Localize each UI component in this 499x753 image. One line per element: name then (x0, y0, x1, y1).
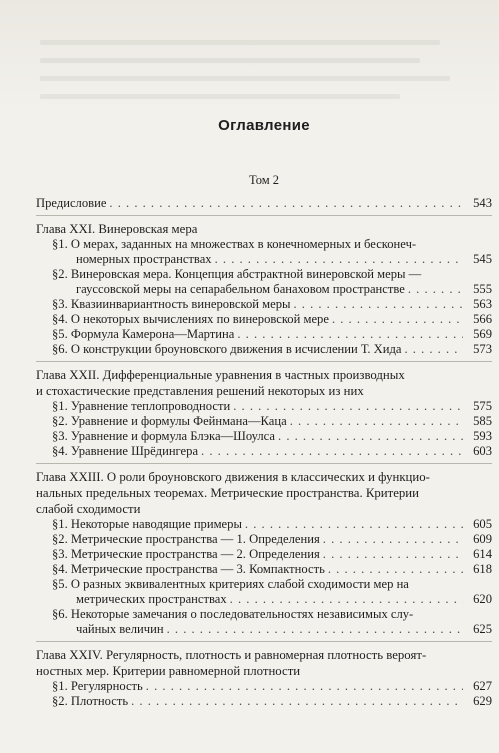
section-line (52, 562, 492, 577)
volume-label: Том 2 (249, 173, 279, 187)
section-line (52, 517, 492, 532)
section-entry[interactable] (36, 267, 492, 297)
entry-page: 585 (473, 414, 492, 428)
entry-page: 543 (473, 196, 492, 210)
section-line (52, 547, 492, 562)
entry-page: 618 (473, 562, 492, 576)
section-line: §2. Винеровская мера. Концепция абстрактной винеровской меры — (52, 267, 422, 281)
leader-dots (278, 429, 463, 444)
chapter-heading[interactable] (36, 221, 492, 237)
section-entry[interactable] (36, 297, 492, 312)
leader-dots (290, 414, 463, 429)
entry-text: §4. Уравнение Шрёдингера (52, 444, 199, 458)
divider (36, 641, 492, 642)
section-line: §6. Некоторые замечания о последовательностях независимых слу- (52, 607, 414, 621)
section-entry[interactable] (36, 342, 492, 357)
entry-text: §4. Метрические пространства — 3. Компактность (52, 562, 325, 576)
section-line (52, 327, 492, 342)
entry-text: §2. Метрические пространства — 1. Определения (52, 532, 320, 546)
divider (36, 361, 492, 362)
leader-dots (230, 592, 463, 607)
section-line (52, 312, 492, 327)
entry-page: 605 (473, 517, 492, 531)
leader-dots (237, 327, 463, 342)
leader-dots (233, 399, 463, 414)
section-entry[interactable] (36, 429, 492, 444)
section-line (52, 694, 492, 709)
leader-dots (293, 297, 463, 312)
toc-page (36, 0, 492, 753)
section-entry[interactable] (36, 399, 492, 414)
entry-text: §3. Квазиинвариантность винеровской меры (52, 297, 291, 311)
entry-text: §3. Уравнение и формула Блэка—Шоулса (52, 429, 276, 443)
section-entry[interactable] (36, 237, 492, 267)
entry-text: §3. Метрические пространства — 2. Определения (52, 547, 320, 561)
entry-page: 609 (473, 532, 492, 546)
section-entry[interactable] (36, 327, 492, 342)
section-entry[interactable] (36, 532, 492, 547)
chapter-heading[interactable] (36, 647, 492, 679)
entry-text: §2. Плотность (52, 694, 129, 708)
entry-text: §1. Регулярность (52, 679, 143, 693)
chapter-heading[interactable] (36, 367, 492, 399)
entry-text: метрических пространствах (76, 592, 227, 606)
section-line (52, 297, 492, 312)
entry-text: §1. Некоторые наводящие примеры (52, 517, 242, 531)
section-entry[interactable] (36, 607, 492, 637)
section-line (52, 622, 492, 637)
section-line (52, 429, 492, 444)
section-line: §5. О разных эквивалентных критериях слабой сходимости мер на (52, 577, 409, 591)
section-line (52, 444, 492, 459)
leader-dots (408, 282, 463, 297)
divider (36, 215, 492, 216)
chapter-heading-line: нальных предельных теоремах. Метрические пространства. Критерии (36, 486, 419, 500)
section-line (52, 282, 492, 297)
toc-entries (36, 196, 492, 709)
section-entry[interactable] (36, 414, 492, 429)
page-title: Оглавление (218, 117, 310, 134)
chapter-block (36, 367, 492, 459)
section-entry[interactable] (36, 547, 492, 562)
leader-dots (323, 547, 463, 562)
leader-dots (332, 312, 463, 327)
entry-page: 603 (473, 444, 492, 458)
leader-dots (201, 444, 463, 459)
entry-text: Предисловие (36, 196, 107, 210)
chapter-heading-line: Глава XXI. Винеровская мера (36, 222, 198, 236)
section-line (52, 399, 492, 414)
entry-text: §6. О конструкции броуновского движения в исчислении Т. Хида (52, 342, 402, 356)
section-entry[interactable] (36, 444, 492, 459)
section-entry[interactable] (36, 577, 492, 607)
entry-page: 625 (473, 622, 492, 636)
chapter-heading-line: слабой сходимости (36, 502, 141, 516)
section-line (52, 592, 492, 607)
leader-dots (167, 622, 463, 637)
entry-page: 573 (473, 342, 492, 356)
leader-dots (146, 679, 463, 694)
section-entry[interactable] (36, 694, 492, 709)
section-entry[interactable] (36, 679, 492, 694)
entry-page: 569 (473, 327, 492, 341)
chapter-heading-line: Глава XXII. Дифференциальные уравнения в частных производных (36, 368, 405, 382)
chapter-heading-line: Глава XXIV. Регулярность, плотность и равномерная плотность вероят- (36, 648, 427, 662)
leader-dots (109, 196, 463, 211)
toc-entry-preface[interactable] (36, 196, 492, 211)
chapter-block (36, 469, 492, 637)
entry-page: 545 (473, 252, 492, 266)
chapter-block (36, 221, 492, 357)
section-line (52, 414, 492, 429)
chapter-heading-line: и стохастические представления решений некоторых из них (36, 384, 364, 398)
section-line (52, 342, 492, 357)
entry-page: 563 (473, 297, 492, 311)
section-line (52, 679, 492, 694)
chapter-heading-line: Глава XXIII. О роли броуновского движения в классических и функцио- (36, 470, 430, 484)
chapter-block (36, 647, 492, 709)
leader-dots (215, 252, 463, 267)
entry-text: номерных пространствах (76, 252, 212, 266)
entry-text: чайных величин (76, 622, 164, 636)
section-line (52, 532, 492, 547)
leader-dots (328, 562, 463, 577)
section-entry[interactable] (36, 312, 492, 327)
entry-page: 629 (473, 694, 492, 708)
chapter-heading-line: ностных мер. Критерии равномерной плотности (36, 664, 301, 678)
entry-text: §4. О некоторых вычислениях по винеровской мере (52, 312, 329, 326)
entry-page: 620 (473, 592, 492, 606)
entry-page: 566 (473, 312, 492, 326)
entry-page: 575 (473, 399, 492, 413)
entry-page: 614 (473, 547, 492, 561)
entry-text: §2. Уравнение и формулы Фейнмана—Каца (52, 414, 287, 428)
entry-text: §1. Уравнение теплопроводности (52, 399, 231, 413)
leader-dots (131, 694, 463, 709)
entry-page: 555 (473, 282, 492, 296)
entry-page: 627 (473, 679, 492, 693)
section-line: §1. О мерах, заданных на множествах в конечномерных и бесконеч- (52, 237, 417, 251)
entry-text: гауссовской меры на сепарабельном банаховом пространстве (76, 282, 405, 296)
leader-dots (404, 342, 463, 357)
section-line (52, 252, 492, 267)
entry-text: §5. Формула Камерона—Мартина (52, 327, 235, 341)
leader-dots (245, 517, 463, 532)
entry-page: 593 (473, 429, 492, 443)
section-entry[interactable] (36, 517, 492, 532)
leader-dots (323, 532, 463, 547)
section-entry[interactable] (36, 562, 492, 577)
divider (36, 463, 492, 464)
chapter-heading[interactable] (36, 469, 492, 517)
